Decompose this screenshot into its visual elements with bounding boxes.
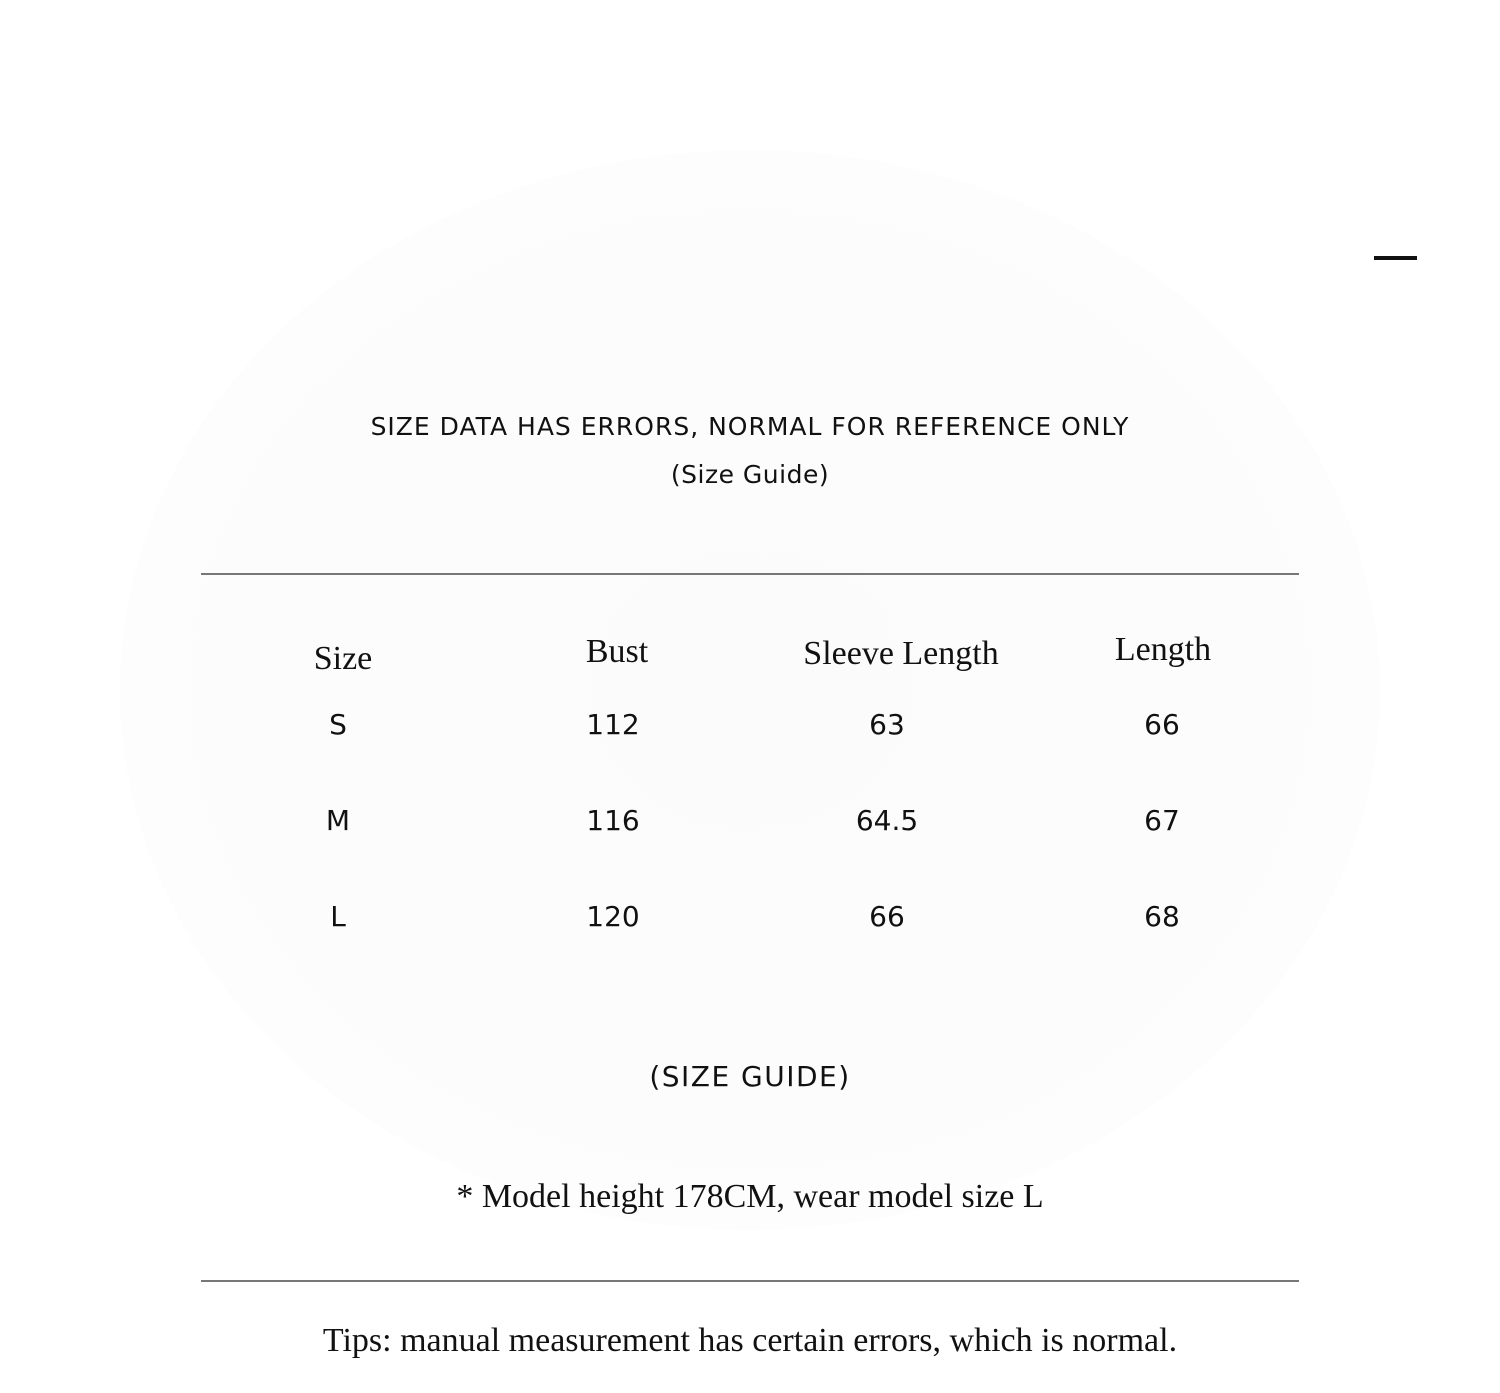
size-guide-subtitle: (Size Guide) <box>670 460 830 489</box>
menu-dash-icon <box>1374 256 1417 260</box>
row-s-length: 66 <box>1144 708 1180 741</box>
row-s-sleeve-length: 63 <box>869 708 905 741</box>
header-length: Length <box>1114 631 1212 668</box>
row-m-bust: 116 <box>586 804 640 837</box>
header-sleeve-length: Sleeve Length <box>803 635 999 672</box>
row-l-sleeve-length: 66 <box>869 900 905 933</box>
reference-notice: SIZE DATA HAS ERRORS, NORMAL FOR REFERENCE ONLY <box>370 412 1130 441</box>
row-m-length: 67 <box>1144 804 1180 837</box>
top-divider <box>201 573 1299 575</box>
bottom-divider <box>201 1280 1299 1282</box>
header-bust: Bust <box>585 633 649 670</box>
row-l-size: L <box>330 900 346 933</box>
row-l-length: 68 <box>1144 900 1180 933</box>
header-size: Size <box>313 640 373 677</box>
row-l-bust: 120 <box>586 900 640 933</box>
measurement-tips: Tips: manual measurement has certain errors, which is normal. <box>322 1322 1178 1359</box>
row-m-sleeve-length: 64.5 <box>855 804 919 837</box>
row-s-size: S <box>329 708 347 741</box>
model-note: * Model height 178CM, wear model size L <box>456 1178 1044 1215</box>
row-m-size: M <box>325 804 351 837</box>
size-guide-label: (SIZE GUIDE) <box>649 1060 851 1093</box>
row-s-bust: 112 <box>586 708 640 741</box>
